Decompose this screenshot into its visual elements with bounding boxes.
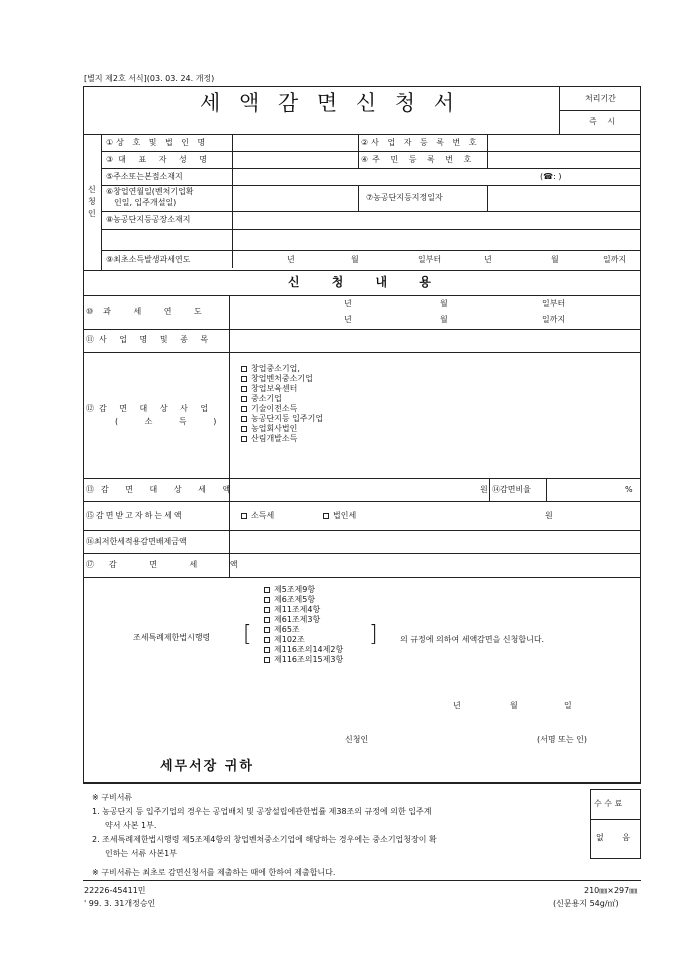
telephone-field: (☎: ) (540, 172, 562, 181)
business-type-label: ⑪사 업 명 및 종 목 (86, 335, 214, 344)
clause-option[interactable]: 제6조제5항 (264, 595, 343, 605)
checkbox[interactable] (264, 597, 270, 603)
content-heading: 신 청 내 용 (288, 275, 445, 289)
reduction-target-label: ⑫감 면 대 상 사 업 (86, 404, 214, 413)
checkbox[interactable] (241, 376, 247, 382)
applicant-side-label: 신 청 인 (88, 185, 96, 218)
target-option[interactable]: 창업벤처중소기업 (241, 374, 323, 384)
clause-option[interactable]: 제61조제3항 (264, 615, 343, 625)
corporate-tax-option[interactable]: 법인세 (323, 512, 356, 520)
month-text: 월 (551, 255, 559, 264)
paper-size: 210㎜×297㎜ (584, 886, 638, 895)
won-unit: 원 (545, 511, 553, 520)
checkbox[interactable] (264, 607, 270, 613)
clause-option[interactable]: 제116조의14제2항 (264, 645, 343, 655)
clause-option[interactable]: 제5조제9항 (264, 585, 343, 595)
processing-period-value: 즉 시 (589, 117, 619, 126)
from-text: 일부터 (418, 255, 442, 264)
year-text: 년 (287, 255, 295, 264)
signature-placeholder: (서명 또는 인) (537, 735, 587, 744)
checkbox[interactable] (264, 587, 270, 593)
founding-date-label: ⑥창업연월일(벤처기업확 (106, 187, 194, 196)
checkbox[interactable] (264, 647, 270, 653)
checkbox[interactable] (241, 406, 247, 412)
checkbox[interactable] (264, 637, 270, 643)
month-text: 월 (440, 299, 448, 308)
checkbox[interactable] (264, 627, 270, 633)
note-3: ※ 구비서류는 최초로 감면신청서를 제출하는 때에 한하여 제출합니다. (92, 868, 336, 877)
month-text: 월 (351, 255, 359, 264)
checkbox[interactable] (241, 396, 247, 402)
business-registration-label: ②사 업 자 등 록 번 호 (361, 138, 480, 147)
date-day: 일 (564, 701, 572, 710)
addressee: 세무서장 귀하 (160, 759, 254, 774)
reduction-target-label-sub: ( 소 득 ) (115, 417, 229, 426)
target-tax-label: ⑬감 면 대 상 세 액 (86, 485, 238, 494)
clause-option[interactable]: 제102조 (264, 635, 343, 645)
until-text: 일까지 (542, 315, 566, 324)
decree-label: 조세특례제한법시행령 (133, 633, 211, 642)
target-option[interactable]: 농업회사법인 (241, 424, 323, 434)
date-year: 년 (453, 701, 461, 710)
reduction-amount-label: ⑰감 면 세 액 (86, 560, 253, 569)
note-2: 2. 조세특례제한법시행령 제5조제4항의 창업벤처중소기업에 해당하는 경우에는 중소기업청장이 확 (92, 835, 437, 844)
note-1-cont: 약서 사본 1부. (105, 821, 157, 830)
checkbox[interactable] (264, 617, 270, 623)
resident-number-label: ④주 민 등 록 번 호 (361, 155, 476, 164)
clause-option[interactable]: 제65조 (264, 625, 343, 635)
target-option[interactable]: 창업중소기업, (241, 364, 323, 374)
form-code: 22226-45411민 (84, 886, 146, 895)
factory-location-label: ⑧농공단지등공장소재지 (106, 215, 191, 224)
left-bracket: [ (243, 622, 252, 647)
fee-label: 수 수 료 (594, 799, 623, 808)
right-bracket: ] (369, 622, 378, 647)
checkbox[interactable] (241, 513, 247, 519)
checkbox[interactable] (241, 366, 247, 372)
checkbox[interactable] (241, 416, 247, 422)
first-income-year-label: ⑨최초소득발생과세연도 (106, 255, 191, 264)
decree-clause-list (264, 585, 343, 665)
processing-period-label: 처리기간 (585, 94, 616, 103)
from-text: 일부터 (542, 299, 566, 308)
target-option[interactable]: 농공단지등 입주기업 (241, 414, 323, 424)
address-label: ⑤주소또는본점소재지 (106, 172, 183, 181)
company-name-label: ①상 호 및 법 인 명 (106, 138, 209, 147)
date-month: 월 (510, 701, 518, 710)
fee-value: 없 음 (596, 833, 638, 842)
target-option[interactable]: 산림개발소득 (241, 434, 323, 444)
representative-name-label: ③대 표 자 성 명 (106, 155, 212, 164)
note-1: 1. 농공단지 등 입주기업의 경우는 공업배치 및 공장설립에관한법률 제38조의 규정에 의한 입주계 (92, 807, 432, 816)
designation-date-label: ⑦농공단지등지정일자 (366, 193, 443, 202)
reduction-target-list (241, 364, 323, 444)
checkbox[interactable] (241, 426, 247, 432)
approval-note: ' 99. 3. 31개정승인 (84, 899, 156, 908)
target-option[interactable]: 창업보육센터 (241, 384, 323, 394)
request-statement: 의 규정에 의하여 세액감면을 신청합니다. (400, 635, 545, 644)
founding-date-label-cont: 인일, 입주개설일) (114, 198, 177, 207)
year-text: 년 (484, 255, 492, 264)
form-title: 세 액 감 면 신 청 서 (200, 91, 461, 115)
year-text: 년 (344, 299, 352, 308)
reduce-tax-label: ⑮감면받고자하는세액 (86, 511, 184, 520)
target-option[interactable]: 중소기업 (241, 394, 323, 404)
applicant-signature-label: 신청인 (345, 735, 369, 744)
checkbox[interactable] (323, 513, 329, 519)
clause-option[interactable]: 제11조제4항 (264, 605, 343, 615)
until-text: 일까지 (603, 255, 627, 264)
clause-option[interactable]: 제116조의15제3항 (264, 655, 343, 665)
minimum-tax-label: ⑯최저한세적용감면배제금액 (86, 537, 187, 546)
month-text: 월 (440, 315, 448, 324)
tax-year-label: ⑩과 세 연 도 (86, 307, 212, 316)
checkbox[interactable] (241, 386, 247, 392)
paper-type: (신문용지 54g/㎡) (553, 899, 619, 908)
income-tax-option[interactable]: 소득세 (241, 512, 274, 520)
notes-header: ※ 구비서류 (92, 793, 133, 802)
target-option[interactable]: 기술이전소득 (241, 404, 323, 414)
checkbox[interactable] (264, 657, 270, 663)
won-unit: 원 (480, 485, 488, 494)
form-number-label: [별지 제2호 서식](03. 03. 24. 개정) (84, 74, 215, 83)
percent-unit: % (625, 485, 633, 494)
reduction-rate-label: ⑭감면비율 (492, 485, 531, 494)
checkbox[interactable] (241, 436, 247, 442)
note-2-cont: 인하는 서류 사본1부 (105, 849, 177, 858)
year-text: 년 (344, 315, 352, 324)
